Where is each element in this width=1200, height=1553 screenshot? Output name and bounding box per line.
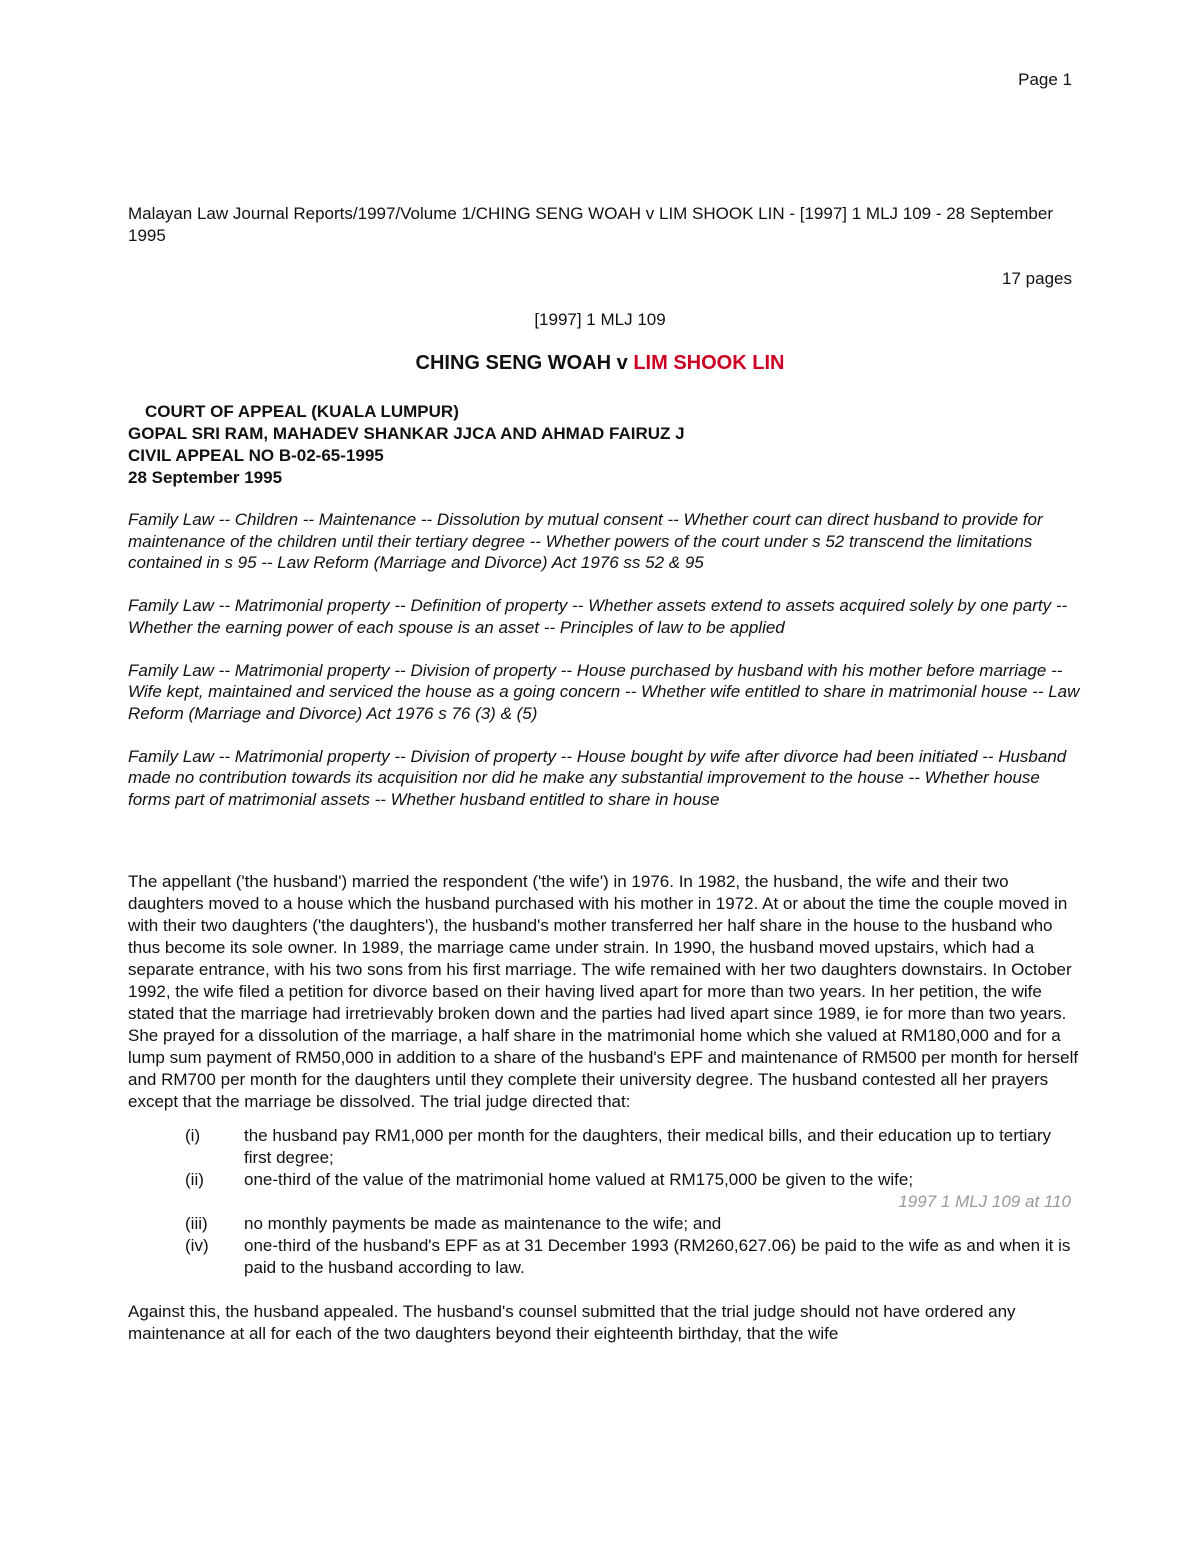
- appeal-number: CIVIL APPEAL NO B-02-65-1995: [128, 446, 384, 465]
- page-number: Page 1: [1018, 70, 1072, 89]
- court-name: COURT OF APPEAL (KUALA LUMPUR): [145, 402, 459, 421]
- judges: GOPAL SRI RAM, MAHADEV SHANKAR JJCA AND AHMAD FAIRUZ J: [128, 424, 685, 443]
- order-number: (iv): [185, 1236, 209, 1255]
- catchword-paragraph: Family Law -- Matrimonial property -- Division of property -- House bought by wife after divorce had been initiated -- Husband made no contribution towards its acquisition nor did he make any substantial improvement to the house -- Whether house forms part of matrimonial assets -- Whether husband entitled to share in house: [128, 746, 1067, 809]
- order-item: [128, 1169, 1083, 1191]
- headnote: [128, 871, 1083, 1345]
- catchword-paragraph: Family Law -- Matrimonial property -- Division of property -- House purchased by husband with his mother before marriage -- Wife kept, maintained and serviced the house as a going concern -- Whether wife entitled to share in matrimonial house -- Law Reform (Marriage and Divorce) Act 1976 s 76 (3) & (5): [128, 660, 1080, 723]
- order-number: (i): [185, 1126, 201, 1145]
- order-text: one-third of the value of the matrimonial home valued at RM175,000 be given to the wife;: [244, 1170, 914, 1189]
- headnote-intro: The appellant ('the husband') married the respondent ('the wife') in 1976. In 1982, the husband, the wife and their two daughters moved to a house which the husband purchased with his mother in 1972. At or about the time the couple moved in with their two daughters ('the daughters'), the husband's mother transferred her half share in the house to the husband who thus become its sole owner. In 1989, the marriage came under strain. In 1990, the husband moved upstairs, which had a separate entrance, with his two sons from his first marriage. The wife remained with her two daughters downstairs. In October 1992, the wife filed a petition for divorce based on their having lived apart for more than two years. In her petition, the wife stated that the marriage had irretrievably broken down and the parties had lived apart since 1989, ie for more than two years. She prayed for a dissolution of the marriage, a half share in the matrimonial home which she valued at RM180,000 and for a lump sum payment of RM50,000 in addition to a share of the husband's EPF and maintenance of RM500 per month for herself and RM700 per month for the daughters until they complete their university degree. The husband contested all her prayers except that the marriage be dissolved. The trial judge directed that:: [128, 872, 1079, 1111]
- catchword-paragraph: Family Law -- Children -- Maintenance -- Dissolution by mutual consent -- Whether court can direct husband to provide for maintenance of the children until their tertiary degree -- Whether powers of the court under s 52 transcend the limitations contained in s 95 -- Law Reform (Marriage and Divorce) Act 1976 ss 52 & 95: [128, 510, 1043, 572]
- catchwords: [128, 509, 1083, 832]
- headnote-continuation: Against this, the husband appealed. The husband's counsel submitted that the trial judge should not have ordered any maintenance at all for each of the two daughters beyond their eighteenth birthday, that the wife: [128, 1302, 1016, 1343]
- order-item: [128, 1125, 1083, 1169]
- court-block: [128, 401, 685, 489]
- order-text: no monthly payments be made as maintenance to the wife; and: [244, 1214, 722, 1233]
- orders-list: [128, 1125, 1083, 1279]
- case-title-respondent: LIM SHOOK LIN: [633, 352, 785, 374]
- order-number: (ii): [185, 1170, 204, 1189]
- case-title: [0, 350, 1200, 376]
- order-text: the husband pay RM1,000 per month for the daughters, their medical bills, and their education up to tertiary first degree;: [244, 1126, 1052, 1167]
- page-count: 17 pages: [1002, 269, 1072, 288]
- order-text: one-third of the husband's EPF as at 31 December 1993 (RM260,627.06) be paid to the wife as and when it is paid to the husband according to law.: [244, 1236, 1071, 1277]
- citation: [1997] 1 MLJ 109: [534, 310, 666, 329]
- order-number: (iii): [185, 1214, 208, 1233]
- catchword-paragraph: Family Law -- Matrimonial property -- Definition of property -- Whether assets extend to assets acquired solely by one party -- Whether the earning power of each spouse is an asset -- Principles of law to be applied: [128, 596, 1068, 637]
- source-line: Malayan Law Journal Reports/1997/Volume 1/CHING SENG WOAH v LIM SHOOK LIN - [1997] 1 MLJ 109 - 28 September 1995: [128, 204, 1054, 245]
- order-item: [128, 1213, 1083, 1235]
- case-title-appellant: CHING SENG WOAH v: [415, 352, 628, 374]
- judgment-date: 28 September 1995: [128, 468, 283, 487]
- page-marker: 1997 1 MLJ 109 at 110: [898, 1192, 1071, 1211]
- order-item: [128, 1235, 1083, 1279]
